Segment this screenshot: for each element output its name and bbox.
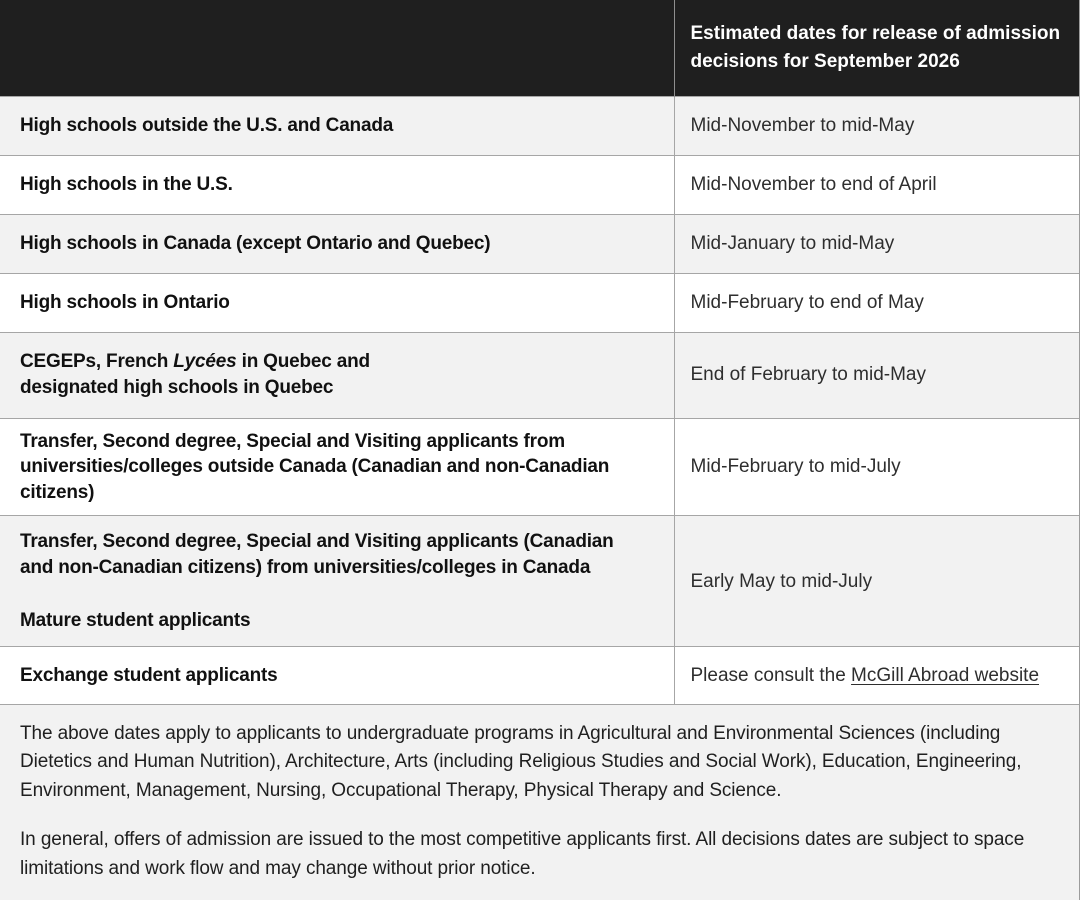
dates-cell — [674, 647, 1080, 704]
table-row-transfer-in-canada-mature — [0, 516, 1080, 647]
dates-cell: Mid-November to mid-May — [674, 96, 1080, 155]
dates-cell: Mid-January to mid-May — [674, 214, 1080, 273]
table-row-hs-ontario — [0, 273, 1080, 332]
footnote-general: In general, offers of admission are issued to the most competitive applicants first. All decisions dates are subject to space limitations and work flow and may change without prior notice. — [20, 829, 1025, 879]
table-row-hs-canada — [0, 214, 1080, 273]
category-paragraph: Transfer, Second degree, Special and Visiting applicants (Canadian and non-Canadian citizens) from universities/colleges in Canada — [20, 531, 614, 579]
category-cell: High schools in Canada (except Ontario and Quebec) — [0, 214, 674, 273]
category-text-part: CEGEPs, French — [20, 351, 174, 373]
category-cell: Transfer, Second degree, Special and Visiting applicants from universities/colleges outside Canada (Canadian and non-Canadian citizens) — [0, 418, 674, 516]
table-row-transfer-outside-canada — [0, 418, 1080, 516]
table-row-cegeps-quebec — [0, 332, 1080, 418]
category-cell — [0, 332, 674, 418]
category-header-cell — [0, 0, 674, 96]
dates-cell: Mid-November to end of April — [674, 155, 1080, 214]
table-row-hs-outside-us-canada — [0, 96, 1080, 155]
category-cell: High schools in Ontario — [0, 273, 674, 332]
lycees-italic-text: Lycées — [173, 351, 237, 373]
dates-cell: Mid-February to end of May — [674, 273, 1080, 332]
table-row-exchange-students — [0, 647, 1080, 704]
footnotes-section — [0, 704, 1079, 900]
dates-cell: End of February to mid-May — [674, 332, 1080, 418]
dates-cell: Mid-February to mid-July — [674, 418, 1080, 516]
footnote-programs: The above dates apply to applicants to undergraduate programs in Agricultural and Environmental Sciences (including Dietetics and Human Nutrition), Architecture, Arts (including Religious Studies and Social Work), Education, Engineering, Environment, Management, Nursing, Occupational Therapy, Physical Therapy and Science. — [20, 722, 1022, 801]
table-header-row — [0, 0, 1080, 96]
mcgill-abroad-link[interactable]: McGill Abroad website — [851, 664, 1040, 686]
mature-students-paragraph: Mature student applicants — [20, 609, 251, 631]
dates-cell: Early May to mid-July — [674, 516, 1080, 647]
table-row-hs-us — [0, 155, 1080, 214]
category-cell: High schools outside the U.S. and Canada — [0, 96, 674, 155]
dates-header-cell: Estimated dates for release of admission decisions for September 2026 — [674, 0, 1080, 96]
category-cell — [0, 516, 674, 647]
category-cell: Exchange student applicants — [0, 647, 674, 704]
category-cell: High schools in the U.S. — [0, 155, 674, 214]
category-text-part: designated high schools in Quebec — [20, 377, 334, 398]
dates-text-part: Please consult the — [690, 664, 852, 686]
category-text-part: in Quebec and — [236, 351, 370, 373]
